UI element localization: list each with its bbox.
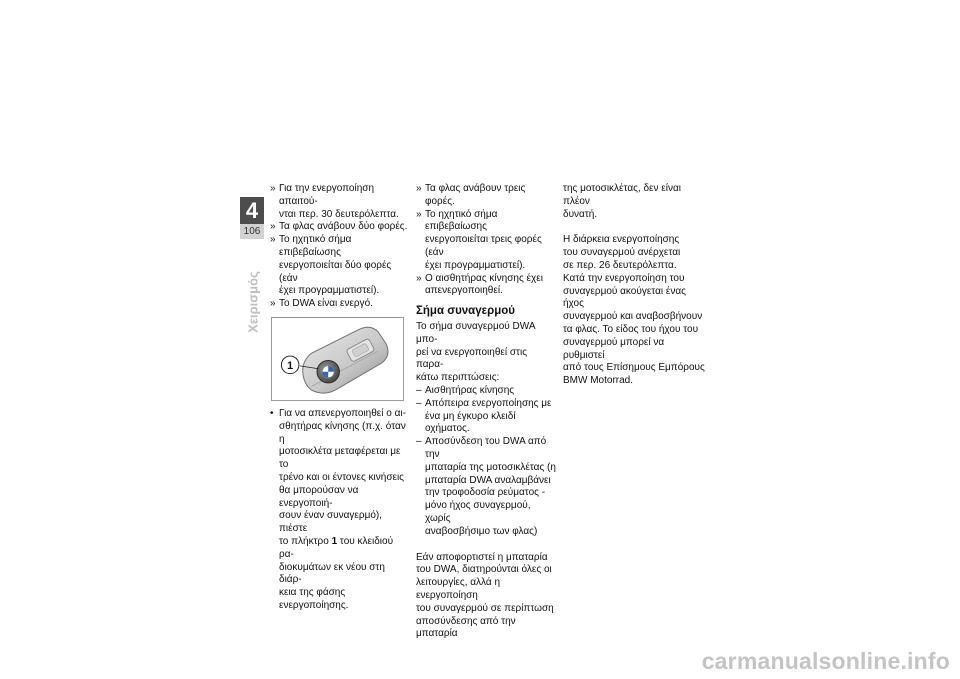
text-line: Απόπειρα ενεργοποίησης με [425,397,552,409]
text-line: ένα μη έγκυρο κλειδί οχήματος. [425,410,516,435]
list-item [416,209,556,273]
text-line: μπαταρία της μοτοσικλέτας (η [425,461,556,473]
text-line: Ο αισθητήρας κίνησης έχει [425,272,543,284]
text-fragment: το πλήκτρο [279,535,332,547]
text-line: Το ηχητικό σήμα επιβεβαίωσης [279,234,352,258]
bullet-marker: – [416,384,422,396]
text-line: μπαταρία DWA αναλαμβάνει [425,474,551,486]
text-line: θα μπορούσαν να ενεργοποιή- [279,484,359,509]
text-line: του DWA, διατηρούνται όλες οι [416,564,552,576]
list-item [270,408,410,613]
text-line: συναγερμού και αναβοσβήνουν [563,311,703,323]
list-item [270,221,410,234]
text-line: ενεργοποιείται τρεις φορές (εάν [425,234,542,258]
list-item [270,234,410,298]
chapter-number-tab: 4 [240,197,264,224]
section-heading: Σήμα συναγερμού [416,305,515,318]
text-line: Αποσύνδεση του DWA από την [425,436,547,460]
text-line: Το σήμα συναγερμού DWA μπο- [416,320,535,345]
bullet-marker: » [416,272,422,284]
text-line: κάτω περιπτώσεις: [416,372,500,384]
text-line: Για να απενεργοποιηθεί ο αι- [279,407,406,419]
text-line: ρεί να ενεργοποιηθεί στις παρα- [416,346,528,371]
text-line [279,536,410,562]
bullet-marker: » [416,183,422,194]
bullet-marker: » [270,183,276,194]
text-line: νται περ. 30 δευτερόλεπτα. [279,208,399,220]
text-line: τρένο και οι έντονες κινήσεις [279,471,404,483]
text-line: μόνο ήχος συναγερμού, χωρίς [425,500,531,524]
text-line: κεια της φάσης ενεργοποίησης. [279,587,349,611]
text-line: δυνατή. [563,208,598,220]
text-line: αναβοσβήσιμο των φλας) [425,525,538,537]
text-column-3 [563,183,708,388]
text-line: συναγερμού μπορεί να ρυθμιστεί [563,336,665,361]
text-line: σουν έναν συναγερμό), πιέστε [279,510,382,535]
bullet-marker: – [416,436,422,448]
list-item [416,436,556,538]
list-item [416,385,556,398]
text-line: Αισθητήρας κίνησης [425,384,515,396]
text-line: Τα φλας ανάβουν δύο φορές. [279,221,408,233]
text-line: Το DWA είναι ενεργό. [279,298,373,310]
text-line: ενεργοποιείται δύο φορές (εάν [279,259,392,284]
text-line: τα φλας. Το είδος του ήχου του [563,323,699,335]
list-item [270,298,410,311]
bullet-marker: » [270,221,276,233]
watermark-text: carmanualsonline.info [701,648,950,674]
text-line: του συναγερμού σε περίπτωση [416,602,554,614]
intro-paragraph [416,321,556,385]
bullet-marker: • [270,407,274,419]
text-line: BMW Motorrad. [563,375,634,387]
bullet-marker: » [416,208,422,220]
text-line: Τα φλας ανάβουν τρεις φορές. [425,183,526,207]
text-column-2 [416,183,556,641]
text-line: Για την ενεργοποίηση απαιτού- [279,183,375,207]
continuation-paragraph [563,183,708,221]
key-reference: 1 [331,535,338,547]
text-line: του συναγερμού ανέρχεται [563,247,681,259]
list-item [416,398,556,436]
page-number: 106 [240,224,264,239]
bullet-marker: » [270,298,276,310]
text-line: μοτοσικλέτα μεταφέρεται με το [279,446,401,471]
text-line: έχει προγραμματιστεί). [279,285,380,297]
text-line: αποσύνδεσης από την μπαταρία [416,615,516,640]
text-fragment: του κλειδιού ρα- [279,535,394,560]
text-line: Κατά την ενεργοποίηση του [563,272,685,284]
text-line: έχει προγραμματιστεί). [425,259,526,271]
list-item [416,183,556,209]
text-line: της μοτοσικλέτας, δεν είναι πλέον [563,183,681,207]
bullet-marker: » [270,234,276,246]
alarm-duration-paragraph [563,234,708,388]
text-line: Η διάρκεια ενεργοποίησης [563,234,680,246]
section-title-text: Χειρισμός [245,271,261,333]
text-line: λειτουργίες, αλλά η ενεργοποίηση [416,577,501,601]
text-line: την τροφοδοσία ρεύματος - [425,487,546,499]
list-item [416,273,556,299]
text-line: συναγερμού ακούγεται ένας ήχος [563,285,686,310]
callout-1-label: 1 [287,359,294,372]
text-line: διοκυμάτων εκ νέου στη διάρ- [279,561,385,586]
text-line: σθητήρας κίνησης (π.χ. όταν η [279,420,406,445]
text-column-1 [270,183,410,613]
text-line: από τους Επίσημους Εμπόρους [563,362,705,374]
text-line: απενεργοποιηθεί. [425,285,503,297]
battery-paragraph [416,552,556,642]
list-item [270,183,410,221]
text-line: Το ηχητικό σήμα επιβεβαίωσης [425,208,498,233]
section-title-vertical [233,272,273,332]
bullet-marker: – [416,397,422,409]
radio-key-figure [271,317,404,401]
text-line: σε περ. 26 δευτερόλεπτα. [563,259,677,271]
text-line: Εάν αποφορτιστεί η μπαταρία [416,551,548,563]
